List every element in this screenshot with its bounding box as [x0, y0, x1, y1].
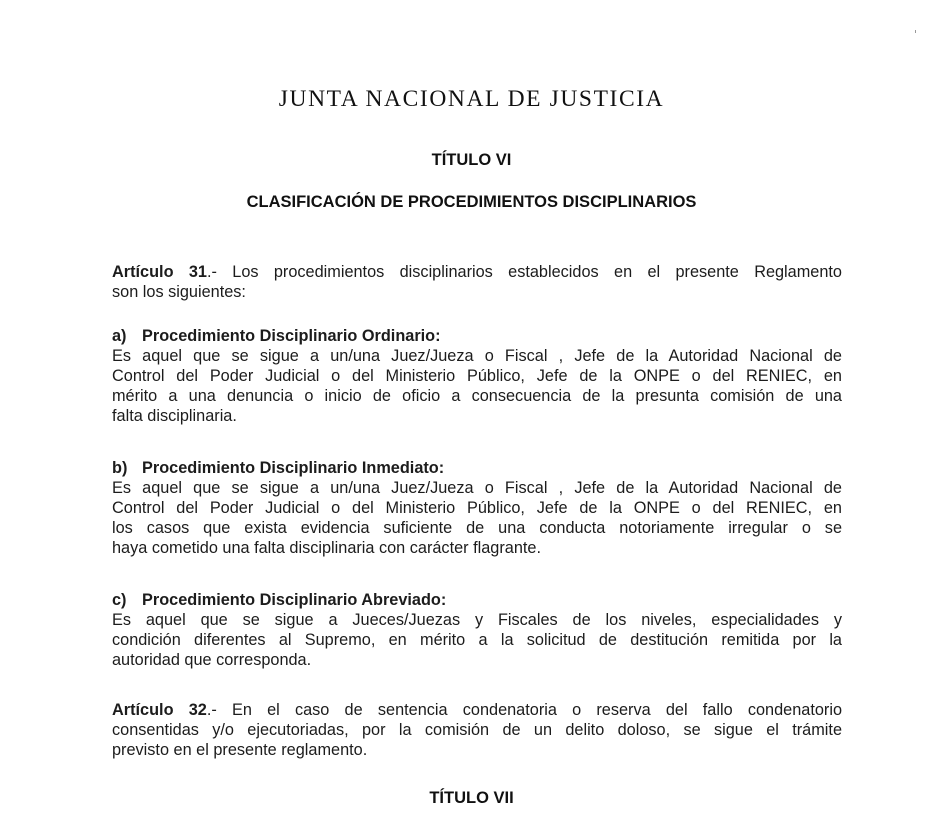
item-line: Es aquel que se sigue a un/una Juez/Jueza o Fiscal , Jefe de la Autoridad Nacional de [112, 479, 842, 497]
title-vi-subtitle: CLASIFICACIÓN DE PROCEDIMIENTOS DISCIPLINARIOS [246, 193, 697, 211]
article-32-line: consentidas y/o ejecutoriadas, por la comisión de un delito doloso, se sigue el trámite [112, 721, 842, 739]
article-31 [112, 262, 842, 302]
procedure-item-ordinario [112, 326, 842, 426]
article-31-text: Los procedimientos disciplinarios establecidos en el presente Reglamento [216, 263, 842, 281]
item-letter: b) [112, 459, 128, 477]
item-line: Control del Poder Judicial o del Ministerio Público, Jefe de la ONPE o del RENIEC, en [112, 499, 842, 517]
item-line: Es aquel que se sigue a Jueces/Juezas y Fiscales de los niveles, especialidades y [112, 611, 842, 629]
item-letter: c) [112, 591, 127, 609]
procedure-item-abreviado [112, 590, 842, 670]
item-heading-text: Procedimiento Disciplinario Inmediato: [142, 459, 445, 477]
item-line: haya cometido una falta disciplinaria con carácter flagrante. [112, 539, 541, 557]
title-vi-heading: TÍTULO VI [431, 151, 512, 169]
procedure-heading [112, 590, 842, 610]
article-31-label: Artículo 31 [112, 263, 207, 281]
institution-header: JUNTA NACIONAL DE JUSTICIA [278, 86, 665, 112]
procedure-heading [112, 326, 842, 346]
article-32-line: previsto en el presente reglamento. [112, 741, 368, 759]
article-31-line: son los siguientes: [112, 283, 246, 301]
item-line: Es aquel que se sigue a un/una Juez/Jueza o Fiscal , Jefe de la Autoridad Nacional de [112, 347, 842, 365]
item-heading-text: Procedimiento Disciplinario Abreviado: [142, 591, 447, 609]
item-heading-text: Procedimiento Disciplinario Ordinario: [142, 327, 441, 345]
article-32-separator: .- [206, 701, 217, 719]
article-32-label: Artículo 32 [112, 701, 207, 719]
item-line: los casos que exista evidencia suficiente de una conducta notoriamente irregular o se [112, 519, 842, 537]
item-line: Control del Poder Judicial o del Ministerio Público, Jefe de la ONPE o del RENIEC, en [112, 367, 842, 385]
article-32-line [112, 700, 842, 720]
item-line: falta disciplinaria. [112, 407, 237, 425]
item-line: mérito a una denuncia o inicio de oficio a consecuencia de la presunta comisión de una [112, 387, 842, 405]
article-32 [112, 700, 842, 760]
title-vii-heading: TÍTULO VII [429, 789, 514, 807]
article-31-line [112, 262, 842, 282]
item-letter: a) [112, 327, 127, 345]
procedure-item-inmediato [112, 458, 842, 558]
item-line: autoridad que corresponda. [112, 651, 312, 669]
scan-speck [915, 30, 916, 33]
article-31-separator: .- [206, 263, 217, 281]
article-32-text: En el caso de sentencia condenatoria o reserva del fallo condenatorio [216, 701, 842, 719]
item-line: condición diferentes al Supremo, en mérito a la solicitud de destitución remitida por la [112, 631, 842, 649]
procedure-heading [112, 458, 842, 478]
